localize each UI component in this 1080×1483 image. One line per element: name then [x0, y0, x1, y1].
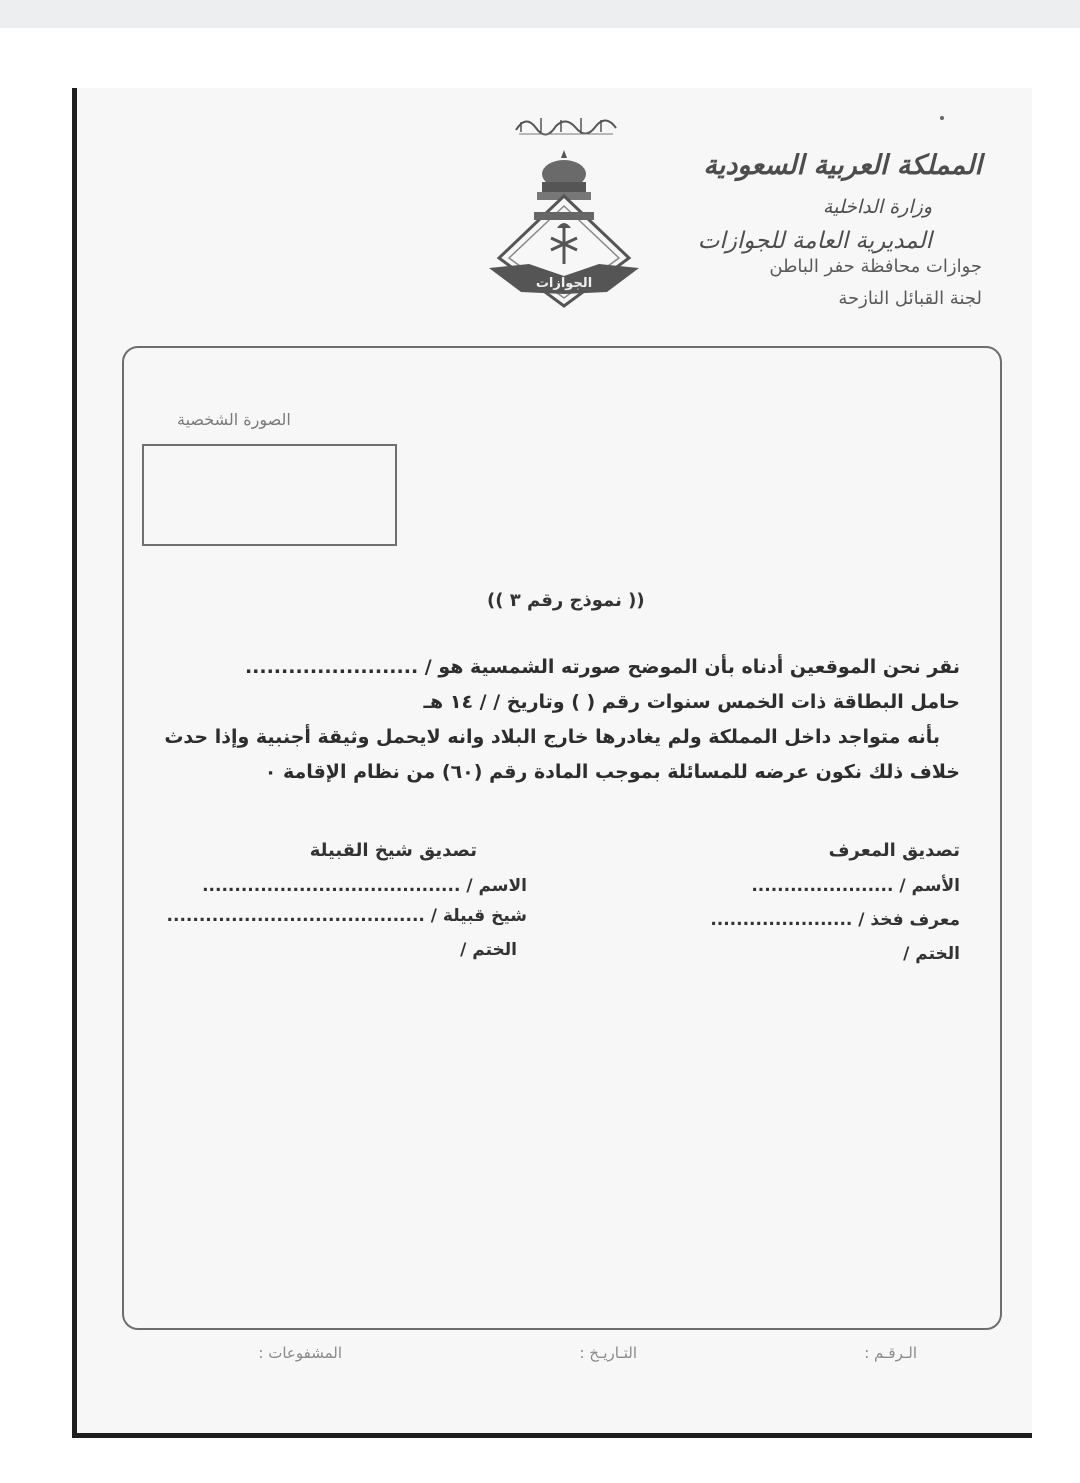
certifier-name-field: الأسم / ...................... — [751, 876, 960, 896]
directorate-name: المديرية العامة للجوازات — [697, 228, 932, 254]
certifier-title: تصديق المعرف — [828, 840, 960, 861]
declaration-line: بأنه متواجد داخل المملكة ولم يغادرها خارج البلاد وانه لايحمل وثيقة أجنبية وإذا حدث — [164, 726, 940, 748]
footer-number: الـرقـم : — [864, 1344, 917, 1362]
committee-name: لجنة القبائل النازحة — [838, 288, 982, 309]
viewer-top-bar — [0, 0, 1080, 28]
photo-box — [142, 444, 397, 546]
declaration-line: خلاف ذلك نكون عرضه للمسائلة بموجب المادة رقم (٦٠) من نظام الإقامة ٠ — [264, 761, 960, 783]
ink-dot — [940, 116, 944, 120]
emblem-banner-text: الجوازات — [535, 276, 593, 291]
sheikh-seal-field: الختم / — [460, 940, 517, 960]
sheikh-tribe-field: شيخ قبيلة / ........................................ — [166, 906, 527, 926]
footer-attachments: المشفوعات : — [258, 1344, 342, 1362]
sheikh-title: تصديق شيخ القبيلة — [309, 840, 477, 861]
ministry-name: وزارة الداخلية — [822, 196, 932, 218]
form-title: (( نموذج رقم ٣ )) — [487, 590, 645, 611]
footer-date: التـاريـخ : — [579, 1344, 637, 1362]
document-page — [72, 88, 1032, 1438]
photo-label: الصورة الشخصية — [177, 410, 291, 429]
sheikh-name-field: الاسم / ........................................ — [202, 876, 527, 896]
declaration-text — [140, 650, 960, 790]
bismillah-calligraphy-logo — [511, 108, 621, 138]
certifier-seal-field: الختم / — [903, 944, 960, 964]
kingdom-name: المملكة العربية السعودية — [703, 150, 982, 181]
certifier-clan-field: معرف فخذ / ...................... — [710, 910, 960, 930]
office-name: جوازات محافظة حفر الباطن — [769, 256, 982, 277]
declaration-line: حامل البطاقة ذات الخمس سنوات رقم ( ) وتاريخ / / ١٤ هـ — [423, 691, 960, 713]
passports-emblem-logo — [489, 146, 639, 311]
declaration-line: نقر نحن الموقعين أدناه بأن الموضح صورته الشمسية هو / ........................ — [244, 656, 960, 678]
